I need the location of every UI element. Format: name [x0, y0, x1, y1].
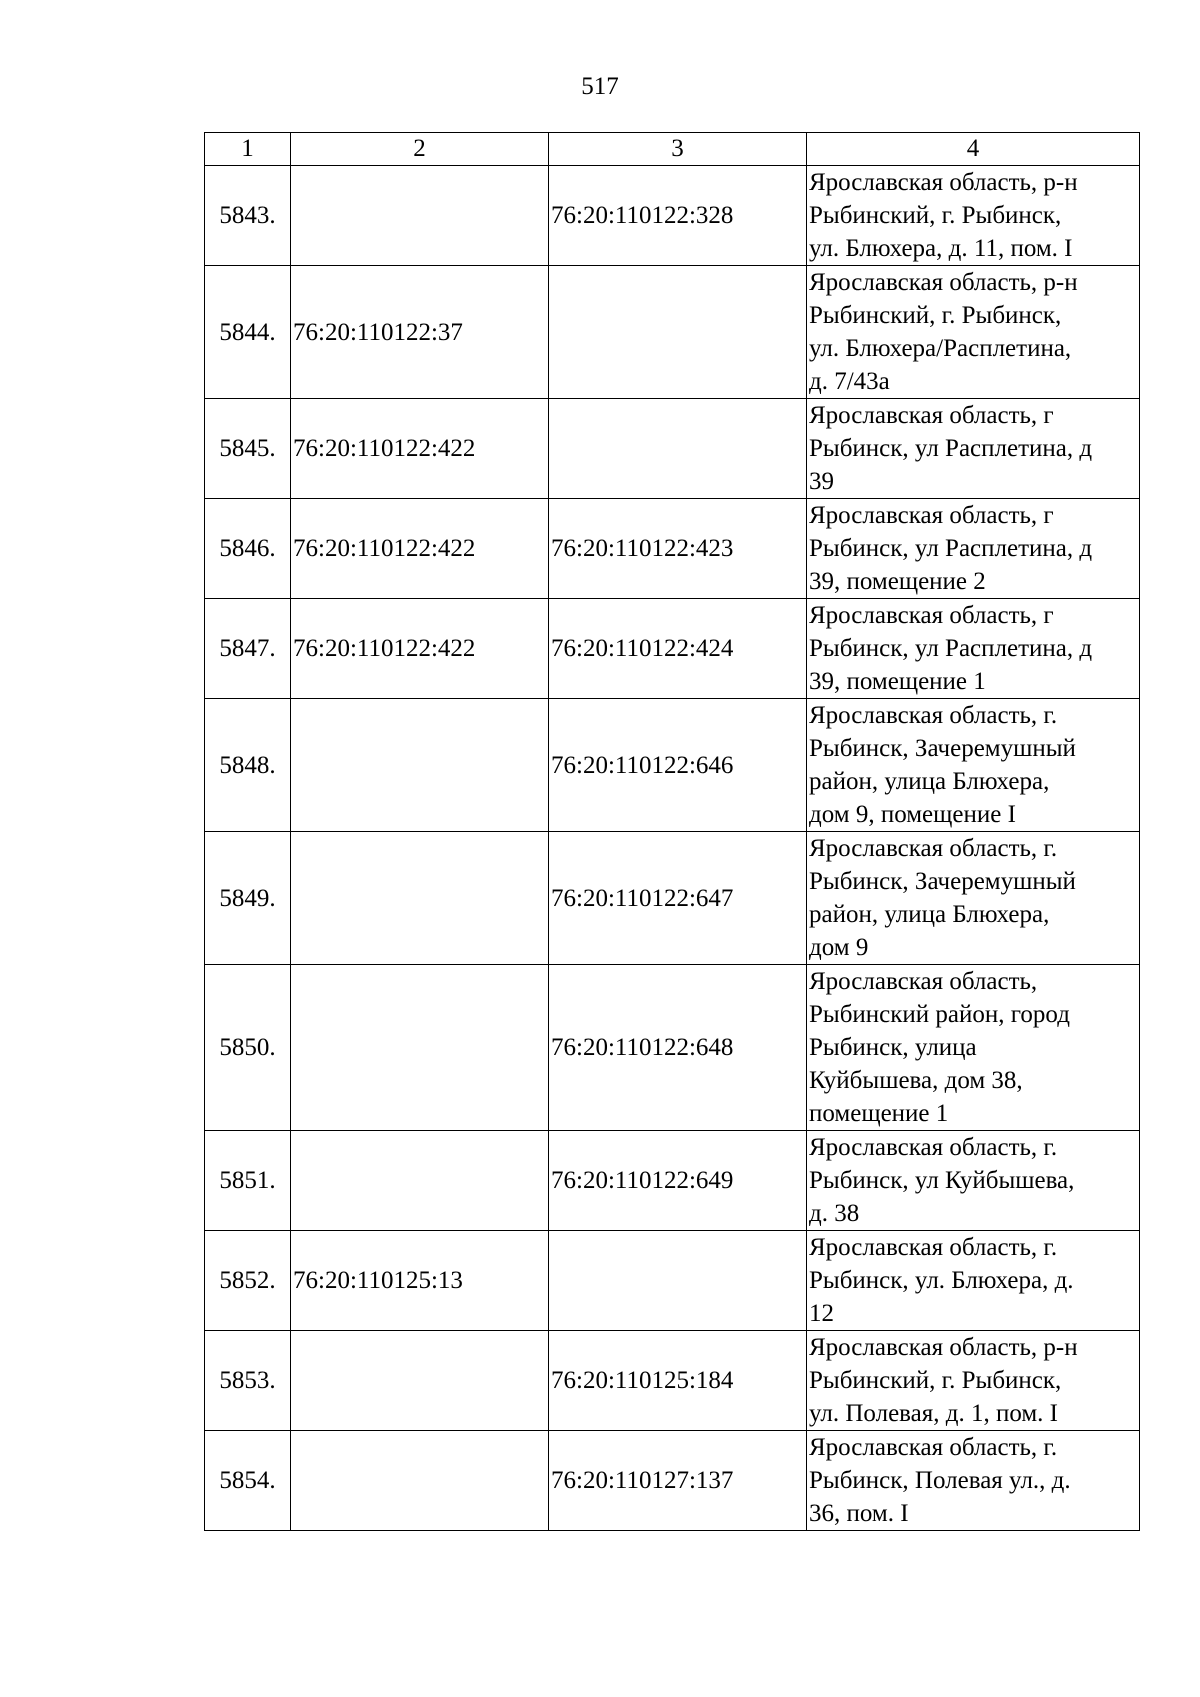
address-cell: [807, 1131, 1140, 1231]
address-line: Ярославская область, г: [809, 502, 1054, 529]
object-cadastral-number: 76:20:110122:649: [549, 1131, 807, 1231]
address-line: Рыбинск, Зачеремушный: [809, 868, 1076, 895]
land-plot-cadastral-number: [291, 166, 549, 266]
row-number: 5843.: [205, 166, 291, 266]
row-number: 5844.: [205, 266, 291, 399]
object-cadastral-number: 76:20:110122:328: [549, 166, 807, 266]
header-cell-2: 2: [291, 133, 549, 166]
address-line: Рыбинск, Полевая ул., д.: [809, 1467, 1071, 1494]
address-line: Рыбинский, г. Рыбинск,: [809, 202, 1062, 229]
address-cell: [807, 965, 1140, 1131]
address-line: Ярославская область, г.: [809, 1434, 1058, 1461]
page-number: 517: [581, 73, 619, 100]
address-line: ул. Полевая, д. 1, пом. I: [809, 1400, 1059, 1427]
object-cadastral-number: [549, 266, 807, 399]
object-cadastral-number: 76:20:110122:648: [549, 965, 807, 1131]
address-line: ул. Блюхера, д. 11, пом. I: [809, 235, 1073, 262]
address-cell: [807, 1431, 1140, 1531]
address-cell: [807, 1331, 1140, 1431]
table-row: [205, 699, 1140, 832]
table-row: [205, 1231, 1140, 1331]
address-line: Ярославская область, р-н: [809, 269, 1078, 296]
address-cell: [807, 166, 1140, 266]
table-row: [205, 1331, 1140, 1431]
land-plot-cadastral-number: [291, 832, 549, 965]
land-plot-cadastral-number: [291, 699, 549, 832]
object-cadastral-number: 76:20:110122:646: [549, 699, 807, 832]
address-cell: [807, 699, 1140, 832]
row-number: 5852.: [205, 1231, 291, 1331]
address-cell: [807, 266, 1140, 399]
address-line: 36, пом. I: [809, 1500, 909, 1527]
address-line: 12: [809, 1300, 834, 1327]
address-line: Ярославская область, г.: [809, 835, 1058, 862]
address-line: дом 9, помещение I: [809, 801, 1016, 828]
header-cell-4: 4: [807, 133, 1140, 166]
address-line: Ярославская область, р-н: [809, 169, 1078, 196]
row-number: 5847.: [205, 599, 291, 699]
address-line: Рыбинск, Зачеремушный: [809, 735, 1076, 762]
object-cadastral-number: [549, 399, 807, 499]
table-row: [205, 399, 1140, 499]
cadastral-table: [204, 132, 1140, 1531]
address-line: Рыбинский район, город: [809, 1001, 1070, 1028]
address-cell: [807, 599, 1140, 699]
address-line: Ярославская область, г: [809, 402, 1054, 429]
address-line: д. 7/43а: [809, 368, 890, 395]
land-plot-cadastral-number: 76:20:110125:13: [291, 1231, 549, 1331]
address-cell: [807, 832, 1140, 965]
land-plot-cadastral-number: [291, 1131, 549, 1231]
address-line: Ярославская область,: [809, 968, 1038, 995]
address-line: Рыбинский, г. Рыбинск,: [809, 302, 1062, 329]
object-cadastral-number: 76:20:110122:423: [549, 499, 807, 599]
table-row: [205, 1431, 1140, 1531]
table-row: [205, 266, 1140, 399]
header-cell-3: 3: [549, 133, 807, 166]
address-cell: [807, 499, 1140, 599]
land-plot-cadastral-number: 76:20:110122:422: [291, 499, 549, 599]
row-number: 5853.: [205, 1331, 291, 1431]
address-cell: [807, 399, 1140, 499]
row-number: 5845.: [205, 399, 291, 499]
row-number: 5846.: [205, 499, 291, 599]
object-cadastral-number: 76:20:110127:137: [549, 1431, 807, 1531]
address-line: 39, помещение 2: [809, 568, 986, 595]
land-plot-cadastral-number: 76:20:110122:37: [291, 266, 549, 399]
table-header: [205, 133, 1140, 166]
table-row: [205, 832, 1140, 965]
address-line: Рыбинск, ул Расплетина, д: [809, 635, 1093, 662]
table-row: [205, 166, 1140, 266]
land-plot-cadastral-number: [291, 1431, 549, 1531]
table-row: [205, 599, 1140, 699]
address-line: ул. Блюхера/Расплетина,: [809, 335, 1072, 362]
address-line: Ярославская область, г.: [809, 1234, 1058, 1261]
row-number: 5848.: [205, 699, 291, 832]
address-line: район, улица Блюхера,: [809, 901, 1050, 928]
address-line: Ярославская область, р-н: [809, 1334, 1078, 1361]
address-line: Ярославская область, г.: [809, 1134, 1058, 1161]
object-cadastral-number: 76:20:110125:184: [549, 1331, 807, 1431]
address-line: Ярославская область, г.: [809, 702, 1058, 729]
table-row: [205, 1131, 1140, 1231]
row-number: 5850.: [205, 965, 291, 1131]
header-cell-1: 1: [205, 133, 291, 166]
object-cadastral-number: 76:20:110122:424: [549, 599, 807, 699]
row-number: 5849.: [205, 832, 291, 965]
table-row: [205, 965, 1140, 1131]
land-plot-cadastral-number: 76:20:110122:422: [291, 399, 549, 499]
address-line: Рыбинск, ул. Блюхера, д.: [809, 1267, 1074, 1294]
land-plot-cadastral-number: [291, 1331, 549, 1431]
address-line: Рыбинск, улица: [809, 1034, 977, 1061]
table-body: [205, 166, 1140, 1531]
address-line: Рыбинск, ул Куйбышева,: [809, 1167, 1075, 1194]
object-cadastral-number: 76:20:110122:647: [549, 832, 807, 965]
address-line: Ярославская область, г: [809, 602, 1054, 629]
header-row: [205, 133, 1140, 166]
land-plot-cadastral-number: [291, 965, 549, 1131]
address-line: Рыбинский, г. Рыбинск,: [809, 1367, 1062, 1394]
address-cell: [807, 1231, 1140, 1331]
address-line: д. 38: [809, 1200, 860, 1227]
land-plot-cadastral-number: 76:20:110122:422: [291, 599, 549, 699]
address-line: Рыбинск, ул Расплетина, д: [809, 435, 1093, 462]
address-line: дом 9: [809, 934, 869, 961]
table-row: [205, 499, 1140, 599]
address-line: район, улица Блюхера,: [809, 768, 1050, 795]
object-cadastral-number: [549, 1231, 807, 1331]
address-line: Куйбышева, дом 38,: [809, 1067, 1023, 1094]
row-number: 5851.: [205, 1131, 291, 1231]
address-line: 39, помещение 1: [809, 668, 986, 695]
address-line: помещение 1: [809, 1100, 949, 1127]
row-number: 5854.: [205, 1431, 291, 1531]
address-line: Рыбинск, ул Расплетина, д: [809, 535, 1093, 562]
address-line: 39: [809, 468, 834, 495]
